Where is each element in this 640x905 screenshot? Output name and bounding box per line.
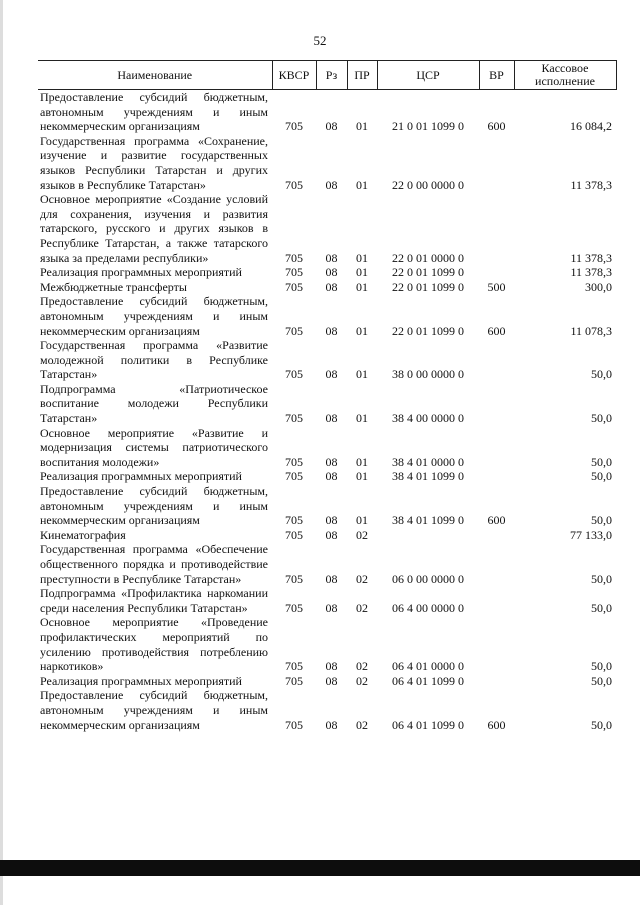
table-row — [38, 674, 616, 689]
cell-pr: 01 — [356, 454, 368, 469]
cell-sum: 16 084,2 — [570, 119, 612, 134]
cell-sum: 50,0 — [591, 469, 612, 484]
cell-kvsr: 705 — [285, 571, 303, 586]
cell-name: Государственная программа «Развитие молодежной политики в Республике Татарстан» — [40, 338, 268, 382]
cell-rz: 08 — [325, 527, 338, 542]
cell-pr: 01 — [356, 119, 368, 134]
cell-rz: 08 — [325, 119, 338, 134]
cell-sum: 50,0 — [591, 411, 612, 426]
cell-kvsr: 705 — [285, 177, 303, 192]
cell-vr — [479, 192, 514, 265]
cell-pr: 01 — [356, 367, 368, 382]
cell-kvsr: 705 — [285, 279, 303, 294]
cell-sum: 50,0 — [591, 367, 612, 382]
table-row — [38, 469, 616, 484]
cell-csr: 38 4 01 1099 0 — [392, 513, 464, 528]
cell-sum: 50,0 — [591, 454, 612, 469]
cell-pr: 02 — [356, 717, 368, 732]
cell-vr — [479, 338, 514, 382]
cell-pr: 01 — [356, 323, 368, 338]
cell-csr: 38 4 01 1099 0 — [392, 469, 464, 484]
header-sum: Кассовое исполнение — [514, 61, 616, 90]
cell-pr: 01 — [356, 177, 368, 192]
cell-csr: 22 0 01 0000 0 — [392, 250, 464, 265]
cell-pr: 01 — [356, 279, 368, 294]
cell-vr: 600 — [487, 323, 506, 338]
cell-name: Основное мероприятие «Проведение профилактических мероприятий по усилению противодействия потреблению наркотиков» — [40, 615, 268, 674]
cell-rz: 08 — [325, 411, 338, 426]
cell-vr — [479, 469, 514, 484]
cell-rz: 08 — [325, 367, 338, 382]
cell-vr — [479, 426, 514, 470]
cell-rz: 08 — [325, 673, 338, 688]
header-pr: ПР — [347, 61, 377, 90]
table-row — [38, 426, 616, 470]
table-row — [38, 90, 616, 134]
cell-rz: 08 — [325, 571, 338, 586]
header-rz: Рз — [316, 61, 347, 90]
cell-vr — [479, 615, 514, 673]
cell-name: Государственная программа «Обеспечение общественного порядка и противодействие преступности в Республике Татарстан» — [40, 542, 268, 586]
cell-kvsr: 705 — [285, 250, 303, 265]
cell-rz: 08 — [325, 250, 338, 265]
cell-rz: 08 — [325, 265, 338, 280]
table-row — [38, 382, 616, 426]
table-row — [38, 688, 616, 732]
cell-pr: 01 — [356, 411, 368, 426]
cell-csr: 06 4 01 1099 0 — [392, 673, 464, 688]
cell-vr: 500 — [487, 279, 506, 294]
header-name: Наименование — [38, 61, 272, 90]
cell-rz: 08 — [325, 469, 338, 484]
cell-rz: 08 — [325, 454, 338, 469]
table-row — [38, 280, 616, 295]
cell-sum: 50,0 — [591, 659, 612, 674]
cell-csr: 06 4 01 1099 0 — [392, 717, 464, 732]
cell-pr: 02 — [356, 673, 368, 688]
cell-kvsr: 705 — [285, 527, 303, 542]
table-row — [38, 294, 616, 338]
header-csr: ЦСР — [377, 61, 479, 90]
cell-csr: 22 0 00 0000 0 — [392, 177, 464, 192]
cell-vr: 600 — [487, 717, 506, 732]
cell-name: Кинематография — [40, 527, 126, 542]
table-row — [38, 542, 616, 586]
cell-vr — [479, 382, 514, 426]
cell-vr: 600 — [487, 119, 506, 134]
cell-kvsr: 705 — [285, 265, 303, 280]
cell-vr — [479, 674, 514, 689]
cell-csr: 22 0 01 1099 0 — [392, 265, 464, 280]
cell-pr: 02 — [356, 600, 368, 615]
cell-name: Подпрограмма «Профилактика наркомании среди населения Республики Татарстан» — [40, 586, 268, 615]
cell-name: Межбюджетные трансферты — [40, 279, 187, 294]
cell-rz: 08 — [325, 659, 338, 674]
cell-csr: 22 0 01 1099 0 — [392, 323, 464, 338]
cell-sum: 300,0 — [585, 279, 612, 294]
cell-kvsr: 705 — [285, 659, 303, 674]
cell-sum: 50,0 — [591, 571, 612, 586]
cell-vr — [479, 586, 514, 615]
cell-csr: 06 4 01 0000 0 — [392, 659, 464, 674]
cell-name: Предоставление субсидий бюджетным, автономным учреждениям и иным некоммерческим организациям — [40, 90, 268, 134]
table-row — [38, 338, 616, 382]
cell-pr: 02 — [356, 659, 368, 674]
cell-sum: 11 378,3 — [570, 177, 612, 192]
scan-edge — [0, 0, 3, 905]
cell-vr — [479, 542, 514, 586]
cell-kvsr: 705 — [285, 513, 303, 528]
budget-table — [38, 60, 617, 732]
cell-pr: 02 — [356, 527, 368, 542]
cell-csr: 38 4 00 0000 0 — [392, 411, 464, 426]
cell-csr: 21 0 01 1099 0 — [392, 119, 464, 134]
page-number: 52 — [313, 33, 327, 48]
header-vr: ВР — [479, 61, 514, 90]
cell-kvsr: 705 — [285, 411, 303, 426]
cell-kvsr: 705 — [285, 469, 303, 484]
cell-sum: 11 078,3 — [570, 323, 612, 338]
cell-pr: 01 — [356, 250, 368, 265]
cell-kvsr: 705 — [285, 600, 303, 615]
cell-name: Основное мероприятие «Развитие и модернизация системы патриотического воспитания молодежи» — [40, 425, 268, 469]
cell-csr: 06 0 00 0000 0 — [392, 571, 464, 586]
cell-rz: 08 — [325, 717, 338, 732]
cell-csr: 22 0 01 1099 0 — [392, 279, 464, 294]
cell-name: Реализация программных мероприятий — [40, 469, 242, 484]
cell-pr: 02 — [356, 571, 368, 586]
cell-vr — [479, 134, 514, 192]
cell-rz: 08 — [325, 323, 338, 338]
cell-name: Предоставление субсидий бюджетным, автономным учреждениям и иным некоммерческим организациям — [40, 484, 268, 528]
cell-csr: 06 4 00 0000 0 — [392, 600, 464, 615]
cell-kvsr: 705 — [285, 367, 303, 382]
cell-pr: 01 — [356, 265, 368, 280]
table-header — [38, 61, 616, 90]
cell-kvsr: 705 — [285, 323, 303, 338]
cell-pr: 01 — [356, 513, 368, 528]
cell-name: Государственная программа «Сохранение, изучение и развитие государственных языков Республики Татарстан и других языков в Республике Татарстан» — [40, 133, 268, 192]
cell-rz: 08 — [325, 513, 338, 528]
table-row — [38, 265, 616, 280]
cell-rz: 08 — [325, 279, 338, 294]
cell-name: Предоставление субсидий бюджетным, автономным учреждениям и иным некоммерческим организациям — [40, 294, 268, 338]
cell-sum: 50,0 — [591, 513, 612, 528]
cell-name: Реализация программных мероприятий — [40, 265, 242, 280]
header-kvsr: КВСР — [272, 61, 316, 90]
cell-name: Реализация программных мероприятий — [40, 673, 242, 688]
cell-csr — [377, 528, 479, 543]
cell-vr: 600 — [487, 513, 506, 528]
cell-kvsr: 705 — [285, 119, 303, 134]
table-row — [38, 192, 616, 265]
cell-csr: 38 4 01 0000 0 — [392, 454, 464, 469]
scan-border-bar — [0, 860, 640, 876]
cell-sum: 11 378,3 — [570, 265, 612, 280]
cell-kvsr: 705 — [285, 717, 303, 732]
cell-sum: 50,0 — [591, 600, 612, 615]
cell-kvsr: 705 — [285, 454, 303, 469]
cell-name: Подпрограмма «Патриотическое воспитание молодежи Республики Татарстан» — [40, 381, 268, 426]
table-row — [38, 484, 616, 528]
cell-sum: 50,0 — [591, 717, 612, 732]
table-row — [38, 615, 616, 673]
cell-sum: 50,0 — [591, 673, 612, 688]
cell-name: Основное мероприятие «Создание условий для сохранения, изучения и развития татарского, русского и других языков в Республике Татарстан, а также татарского языка за пределами республики» — [40, 192, 268, 265]
cell-name: Предоставление субсидий бюджетным, автономным учреждениям и иным некоммерческим организациям — [40, 688, 268, 732]
cell-rz: 08 — [325, 177, 338, 192]
table-body — [38, 90, 616, 733]
table-row — [38, 134, 616, 192]
cell-sum: 11 378,3 — [570, 250, 612, 265]
cell-sum: 77 133,0 — [570, 527, 612, 542]
cell-pr: 01 — [356, 469, 368, 484]
table-row — [38, 586, 616, 615]
table-row — [38, 528, 616, 543]
cell-csr: 38 0 00 0000 0 — [392, 367, 464, 382]
cell-rz: 08 — [325, 600, 338, 615]
cell-vr — [479, 528, 514, 543]
cell-kvsr: 705 — [285, 673, 303, 688]
cell-vr — [479, 265, 514, 280]
